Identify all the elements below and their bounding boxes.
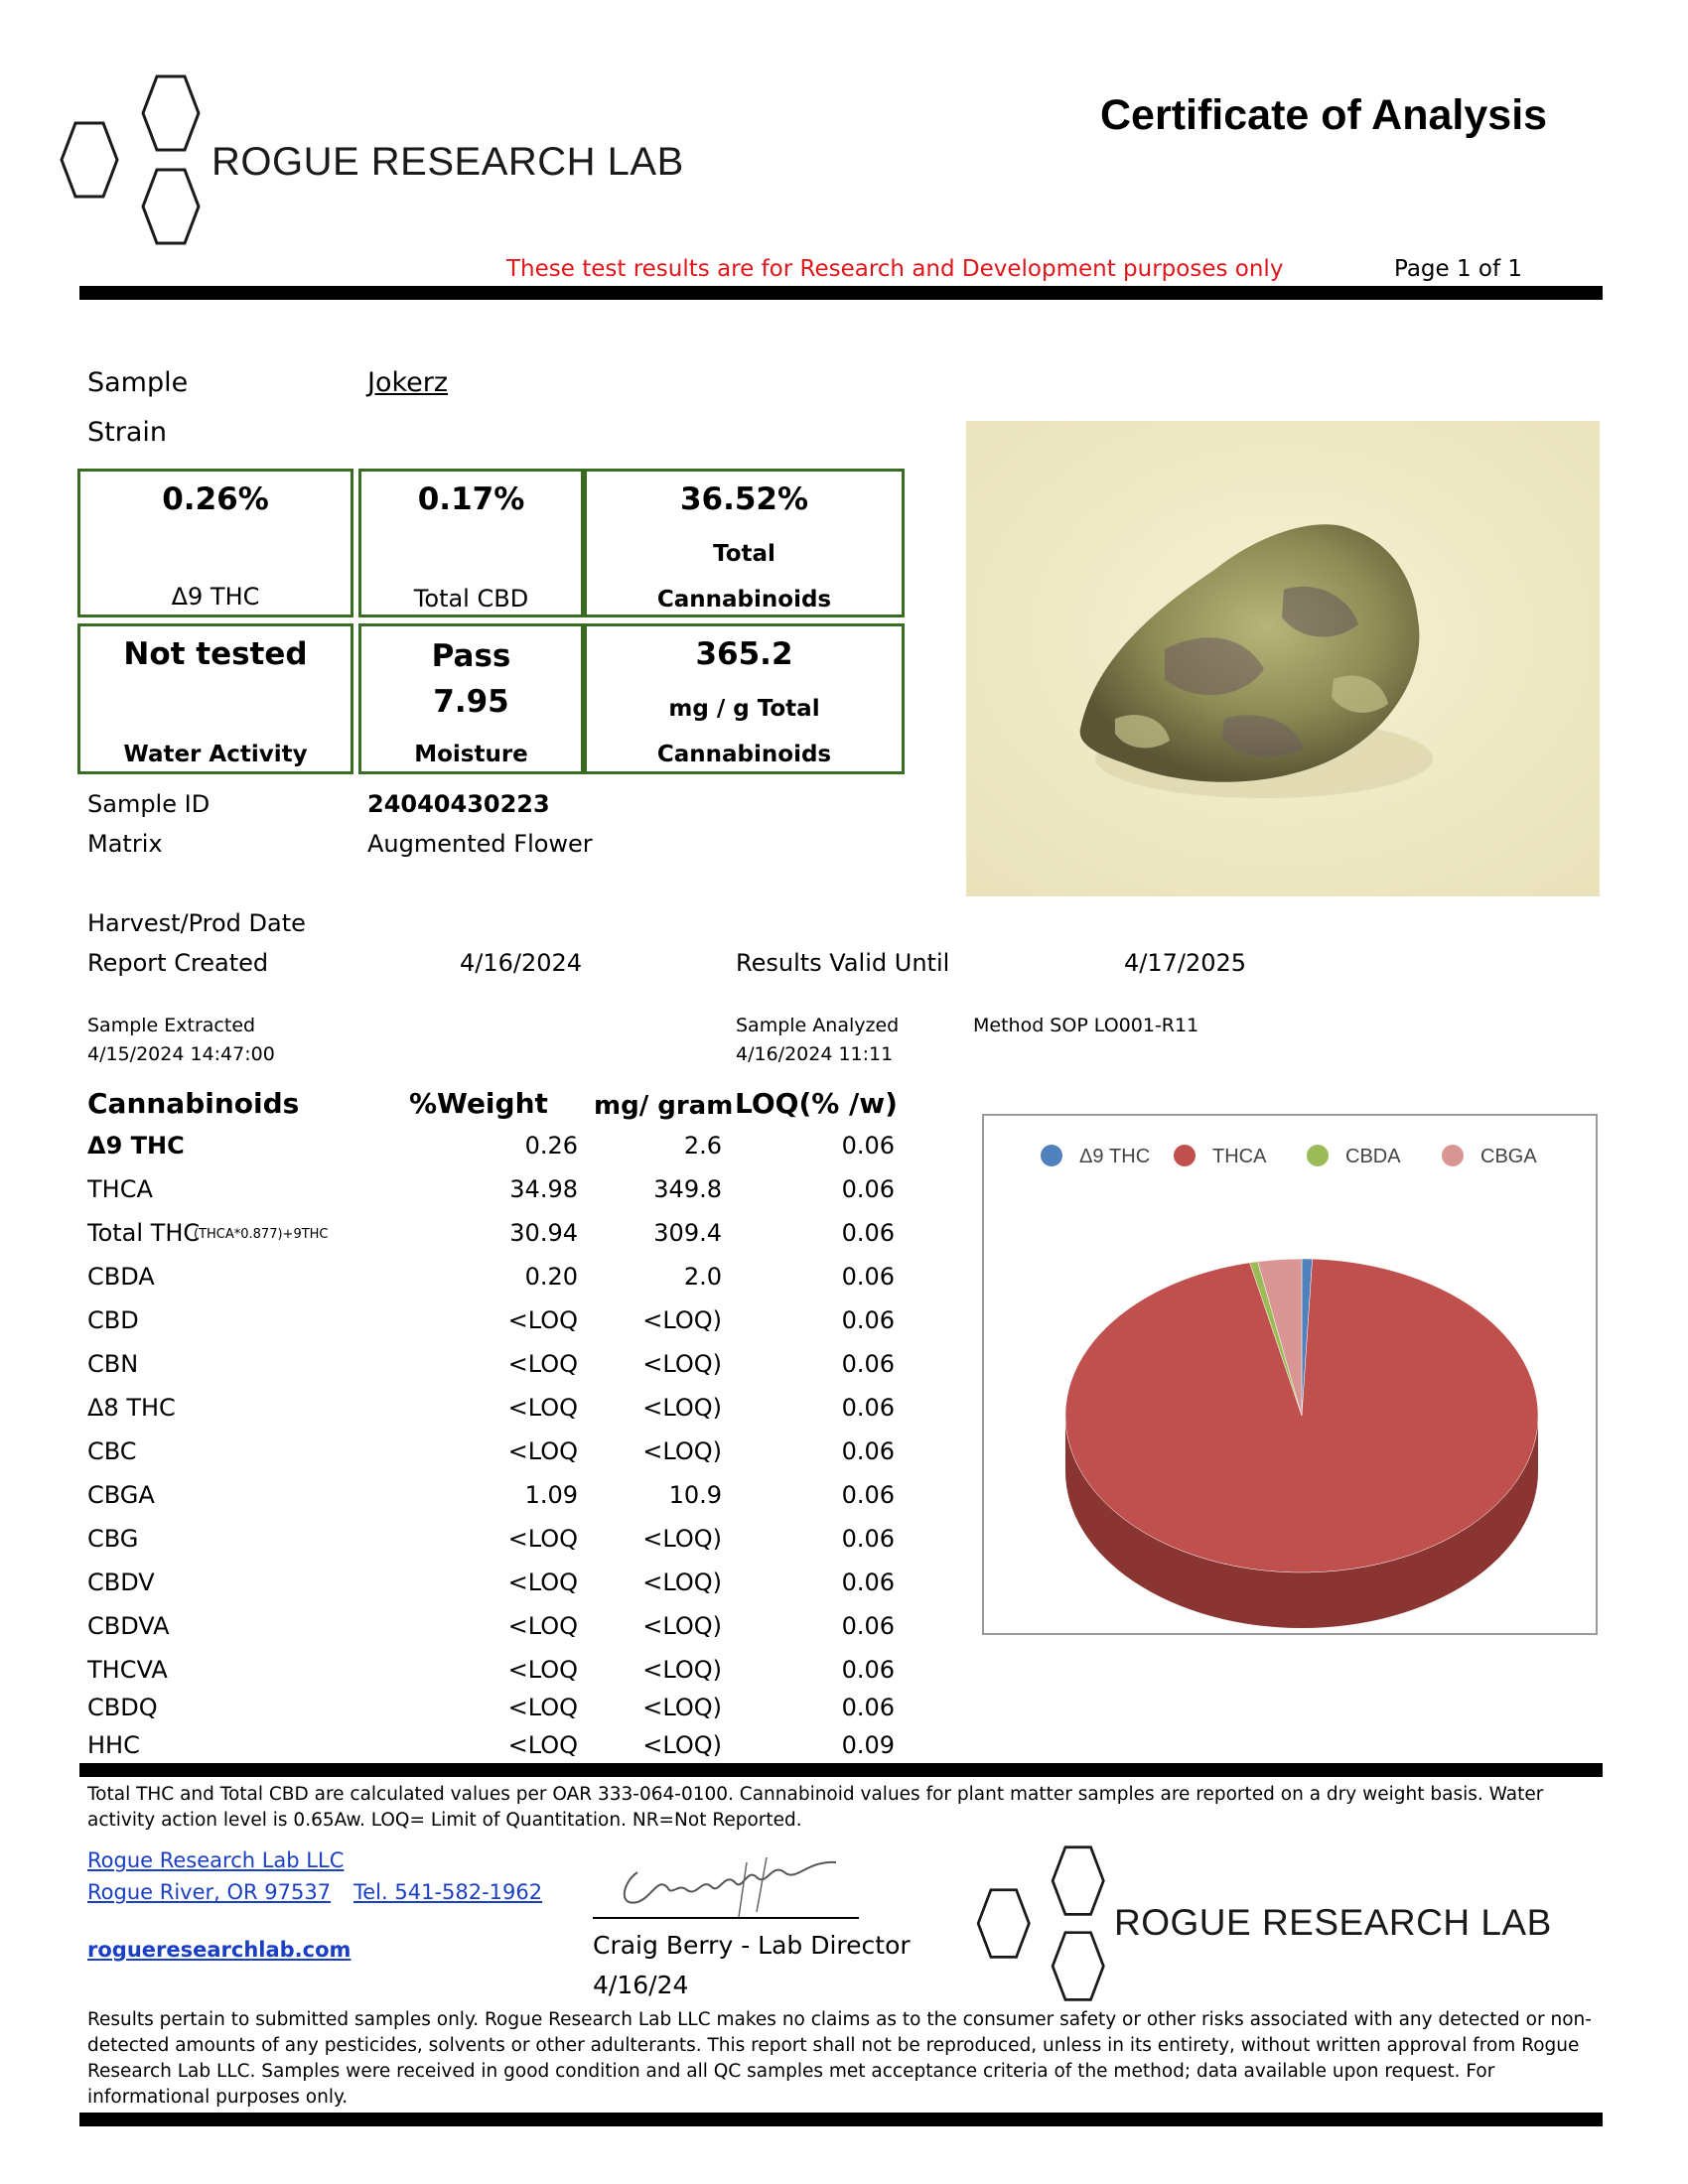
- director-name: Craig Berry - Lab Director: [593, 1931, 911, 1960]
- sample-photo: [966, 421, 1600, 896]
- loq-value: 0.06: [841, 1350, 895, 1378]
- valid-until-value: 4/17/2025: [1124, 949, 1247, 977]
- footer-rule: [79, 2113, 1603, 2126]
- water-activity-value: Not tested: [123, 636, 308, 672]
- footer-hexagon-logo-icon: [969, 1844, 1128, 2003]
- loq-value: 0.06: [841, 1132, 895, 1160]
- calculation-note: Total THC and Total CBD are calculated values per OAR 333-064-0100. Cannabinoid values for plant matter samples are reported on a dry weight basis. Water activity action level is 0.65Aw. LOQ= Limit of Quantitation. NR=Not Reported.: [87, 1784, 1544, 1831]
- cannabinoid-name: CBD: [87, 1306, 139, 1334]
- page-number: Page 1 of 1: [1394, 256, 1523, 282]
- col-header-weight: %Weight: [409, 1087, 548, 1120]
- cannabinoid-name: CBGA: [87, 1481, 155, 1509]
- weight-value: <LOQ: [507, 1350, 578, 1378]
- weight-value: <LOQ: [507, 1731, 578, 1759]
- loq-value: 0.06: [841, 1481, 895, 1509]
- legend-swatch: [1041, 1145, 1062, 1166]
- summary-thc-box: [77, 469, 353, 617]
- valid-until-label: Results Valid Until: [736, 949, 950, 977]
- col-header-mg: mg/ gram: [594, 1091, 734, 1121]
- mg-value: <LOQ): [642, 1437, 722, 1465]
- weight-value: <LOQ: [507, 1394, 578, 1422]
- table-bottom-rule: [79, 1763, 1603, 1777]
- loq-value: 0.06: [841, 1263, 895, 1291]
- cannabinoid-name: CBDV: [87, 1569, 155, 1596]
- weight-value: <LOQ: [507, 1694, 578, 1721]
- cannabinoid-name: CBDQ: [87, 1694, 158, 1721]
- mg-value: <LOQ): [642, 1306, 722, 1334]
- legend-label: CBGA: [1480, 1146, 1537, 1167]
- summary-mg-box: [584, 623, 905, 774]
- legal-disclaimer: Results pertain to submitted samples only. Rogue Research Lab LLC makes no claims as to the consumer safety or other risks associated with any detected or non-detected amounts of any pesticides, solvents or other adulterants. This report shall not be reproduced, unless in its entirety, without written approval from Rogue Research Lab LLC. Samples were received in good condition and all QC samples met acceptance criteria of the method; data available upon request. For informational purposes only.: [87, 2009, 1592, 2108]
- header-rule: [79, 286, 1603, 300]
- address-link[interactable]: Rogue River, OR 97537: [87, 1880, 332, 1904]
- mg-value: 10.9: [668, 1481, 722, 1509]
- hexagon-logo-icon: [52, 73, 225, 247]
- cannabinoid-note: (THCA*0.877)+9THC: [194, 1227, 329, 1242]
- cbd-percent: 0.17%: [417, 481, 525, 517]
- cannabinoid-name: CBDA: [87, 1263, 155, 1291]
- sample-id-value: 24040430223: [367, 790, 550, 818]
- weight-value: 0.26: [524, 1132, 578, 1160]
- analyzed-label: Sample Analyzed: [736, 1015, 900, 1036]
- col-header-cannabinoids: Cannabinoids: [87, 1087, 300, 1120]
- summary-cbd-box: [358, 469, 584, 617]
- mg-label-line1: mg / g Total: [668, 696, 820, 722]
- legend-label: CBDA: [1345, 1146, 1401, 1167]
- mg-value: <LOQ): [642, 1731, 722, 1759]
- flower-bud-icon: [966, 421, 1600, 896]
- logo-hexagons: [52, 73, 225, 247]
- signature-line: [593, 1917, 859, 1919]
- summary-moisture-box: [358, 623, 584, 774]
- legend-label: Δ9 THC: [1079, 1146, 1151, 1167]
- pie-chart-svg: [984, 1116, 1596, 1633]
- website-link[interactable]: rogueresearchlab.com: [87, 1938, 352, 1962]
- loq-value: 0.06: [841, 1525, 895, 1553]
- mg-value: <LOQ): [642, 1350, 722, 1378]
- weight-value: <LOQ: [507, 1656, 578, 1684]
- total-label-line1: Total: [713, 541, 775, 567]
- brand-name: ROGUE RESEARCH LAB: [211, 140, 684, 184]
- cannabinoid-name: CBG: [87, 1525, 139, 1553]
- loq-value: 0.06: [841, 1437, 895, 1465]
- cannabinoid-name: CBN: [87, 1350, 139, 1378]
- cannabinoid-name: CBC: [87, 1437, 137, 1465]
- thc-percent: 0.26%: [162, 481, 269, 517]
- cannabinoid-name: THCA: [87, 1175, 153, 1203]
- loq-value: 0.06: [841, 1569, 895, 1596]
- extracted-label: Sample Extracted: [87, 1015, 256, 1036]
- legend-swatch: [1174, 1145, 1196, 1166]
- cannabinoid-name: THCVA: [87, 1656, 168, 1684]
- loq-value: 0.06: [841, 1219, 895, 1247]
- disclaimer-banner: These test results are for Research and Development purposes only: [506, 256, 1284, 282]
- sample-id-label: Sample ID: [87, 790, 211, 818]
- weight-value: <LOQ: [507, 1306, 578, 1334]
- thc-label: Δ9 THC: [171, 583, 260, 611]
- weight-value: 0.20: [524, 1263, 578, 1291]
- cannabinoid-name: Δ8 THC: [87, 1394, 176, 1422]
- mg-value: 349.8: [653, 1175, 722, 1203]
- mg-value: <LOQ): [642, 1656, 722, 1684]
- matrix-label: Matrix: [87, 830, 163, 858]
- pie-chart-frame: [982, 1114, 1598, 1635]
- moisture-value: 7.95: [433, 684, 509, 720]
- loq-value: 0.06: [841, 1175, 895, 1203]
- report-created-value: 4/16/2024: [460, 949, 583, 977]
- mg-value: <LOQ): [642, 1612, 722, 1640]
- cannabinoid-name: Δ9 THC: [87, 1132, 185, 1160]
- analyzed-value: 4/16/2024 11:11: [736, 1043, 894, 1065]
- weight-value: 1.09: [524, 1481, 578, 1509]
- mg-value: <LOQ): [642, 1525, 722, 1553]
- loq-value: 0.09: [841, 1731, 895, 1759]
- loq-value: 0.06: [841, 1656, 895, 1684]
- moisture-label: Moisture: [414, 742, 528, 767]
- mg-value: 309.4: [653, 1219, 722, 1247]
- loq-value: 0.06: [841, 1612, 895, 1640]
- cannabinoid-name: CBDVA: [87, 1612, 170, 1640]
- footer-logo-hexagons: [969, 1844, 1128, 2003]
- moisture-status: Pass: [431, 638, 511, 674]
- report-created-label: Report Created: [87, 949, 269, 977]
- mg-label-line2: Cannabinoids: [656, 742, 832, 767]
- mg-total-value: 365.2: [695, 636, 793, 672]
- weight-value: <LOQ: [507, 1569, 578, 1596]
- mg-value: <LOQ): [642, 1569, 722, 1596]
- signature: [608, 1843, 846, 1937]
- phone-link[interactable]: Tel. 541-582-1962: [353, 1880, 543, 1904]
- summary-water-box: [77, 623, 353, 774]
- strain-label: Strain: [87, 417, 167, 448]
- legend-swatch: [1307, 1145, 1329, 1166]
- total-cannabinoids-percent: 36.52%: [679, 481, 809, 517]
- cannabinoid-name: Total THC: [87, 1219, 201, 1247]
- weight-value: 34.98: [509, 1175, 578, 1203]
- footer-brand-name: ROGUE RESEARCH LAB: [1114, 1902, 1552, 1943]
- mg-value: 2.6: [683, 1132, 722, 1160]
- method-label: Method SOP LO001-R11: [973, 1015, 1199, 1036]
- sign-date: 4/16/24: [593, 1971, 689, 1999]
- cbd-label: Total CBD: [413, 585, 529, 613]
- mg-value: <LOQ): [642, 1694, 722, 1721]
- loq-value: 0.06: [841, 1306, 895, 1334]
- sample-label: Sample: [87, 367, 189, 398]
- extracted-value: 4/15/2024 14:47:00: [87, 1043, 275, 1065]
- weight-value: <LOQ: [507, 1525, 578, 1553]
- loq-value: 0.06: [841, 1394, 895, 1422]
- weight-value: 30.94: [509, 1219, 578, 1247]
- weight-value: <LOQ: [507, 1612, 578, 1640]
- col-header-loq: LOQ(% /w): [735, 1087, 898, 1120]
- document-title: Certificate of Analysis: [1100, 91, 1548, 139]
- total-label-line2: Cannabinoids: [656, 587, 832, 613]
- harvest-date-label: Harvest/Prod Date: [87, 909, 306, 937]
- legend-swatch: [1442, 1145, 1464, 1166]
- company-link[interactable]: Rogue Research Lab LLC: [87, 1848, 345, 1872]
- water-activity-label: Water Activity: [123, 742, 308, 767]
- mg-value: <LOQ): [642, 1394, 722, 1422]
- sample-value: Jokerz: [367, 367, 449, 398]
- weight-value: <LOQ: [507, 1437, 578, 1465]
- legend-label: THCA: [1212, 1146, 1267, 1167]
- cannabinoid-name: HHC: [87, 1731, 140, 1759]
- summary-total-box: [584, 469, 905, 617]
- mg-value: 2.0: [683, 1263, 722, 1291]
- matrix-value: Augmented Flower: [367, 830, 593, 858]
- loq-value: 0.06: [841, 1694, 895, 1721]
